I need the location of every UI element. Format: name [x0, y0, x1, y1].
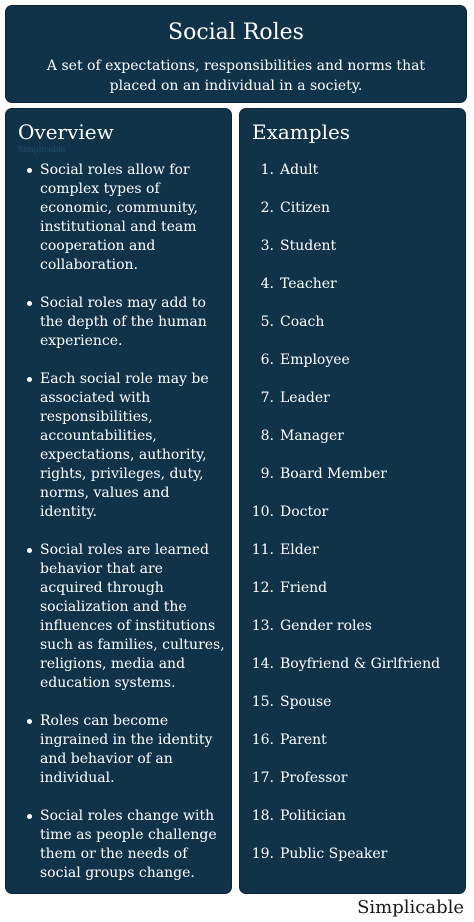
overview-item: Social roles are learned behavior that are acquired through socialization and the influences of institutions such as families, cultures, religions, media and education systems. [18, 541, 225, 693]
example-number: 11. [251, 542, 274, 558]
example-item [246, 351, 459, 389]
example-number: 16. [251, 732, 274, 748]
example-label: Coach [280, 314, 325, 330]
example-number: 13. [251, 618, 274, 634]
overview-item: Social roles allow for complex types of economic, community, institutional and team cooperation and collaboration. [18, 161, 225, 275]
example-number: 9. [260, 466, 274, 482]
example-item [246, 617, 459, 655]
overview-heading: Overview [18, 120, 114, 144]
page-subtitle: A set of expectations, responsibilities and norms that placed on an individual in a society. [46, 58, 426, 94]
overview-watermark: Simplicable [18, 145, 66, 154]
brand-wordmark: Simplicable [357, 897, 464, 918]
example-item [246, 693, 459, 731]
example-item [246, 275, 459, 313]
example-item [246, 655, 459, 693]
example-item [246, 161, 459, 199]
example-label: Politician [280, 808, 347, 824]
header-panel [6, 6, 466, 102]
example-number: 10. [251, 504, 274, 520]
example-label: Citizen [280, 200, 330, 216]
overview-item: Each social role may be associated with responsibilities, accountabilities, expectations, authority, rights, privileges, duty, norms, values and identity. [18, 370, 225, 522]
example-number: 3. [260, 238, 274, 254]
example-label: Professor [280, 770, 348, 786]
overview-list [18, 161, 225, 902]
example-number: 8. [260, 428, 274, 444]
example-item [246, 313, 459, 351]
example-number: 2. [260, 200, 274, 216]
example-number: 7. [260, 390, 274, 406]
example-label: Employee [280, 352, 350, 368]
examples-panel [240, 109, 465, 893]
example-label: Elder [280, 542, 319, 558]
overview-item: Roles can become ingrained in the identity and behavior of an individual. [18, 712, 225, 788]
example-item [246, 465, 459, 503]
example-item [246, 731, 459, 769]
example-number: 18. [251, 808, 274, 824]
overview-item: Social roles change with time as people challenge them or the needs of social groups change. [18, 807, 225, 883]
example-label: Doctor [280, 504, 329, 520]
example-number: 4. [260, 276, 274, 292]
example-label: Teacher [280, 276, 337, 292]
example-label: Leader [280, 390, 330, 406]
example-item [246, 579, 459, 617]
overview-item: Social roles may add to the depth of the human experience. [18, 294, 225, 351]
example-label: Gender roles [280, 618, 372, 634]
examples-list [246, 161, 459, 883]
example-label: Student [280, 238, 337, 254]
example-label: Parent [280, 732, 327, 748]
example-item [246, 769, 459, 807]
example-number: 14. [251, 656, 274, 672]
example-label: Public Speaker [280, 846, 388, 862]
example-item [246, 237, 459, 275]
example-item [246, 503, 459, 541]
page-title: Social Roles [168, 20, 304, 45]
example-label: Friend [280, 580, 328, 596]
example-number: 15. [251, 694, 274, 710]
example-label: Adult [280, 162, 319, 178]
example-label: Spouse [280, 694, 332, 710]
example-item [246, 199, 459, 237]
overview-panel [6, 109, 231, 893]
example-item [246, 427, 459, 465]
example-number: 6. [260, 352, 274, 368]
example-number: 12. [251, 580, 274, 596]
example-number: 19. [251, 846, 274, 862]
example-item [246, 845, 459, 883]
example-number: 5. [260, 314, 274, 330]
example-item [246, 389, 459, 427]
example-label: Board Member [280, 466, 388, 482]
example-number: 17. [251, 770, 274, 786]
example-item [246, 807, 459, 845]
example-label: Manager [280, 428, 344, 444]
examples-heading: Examples [252, 120, 351, 144]
example-label: Boyfriend & Girlfriend [280, 656, 441, 672]
example-item [246, 541, 459, 579]
example-number: 1. [260, 162, 274, 178]
